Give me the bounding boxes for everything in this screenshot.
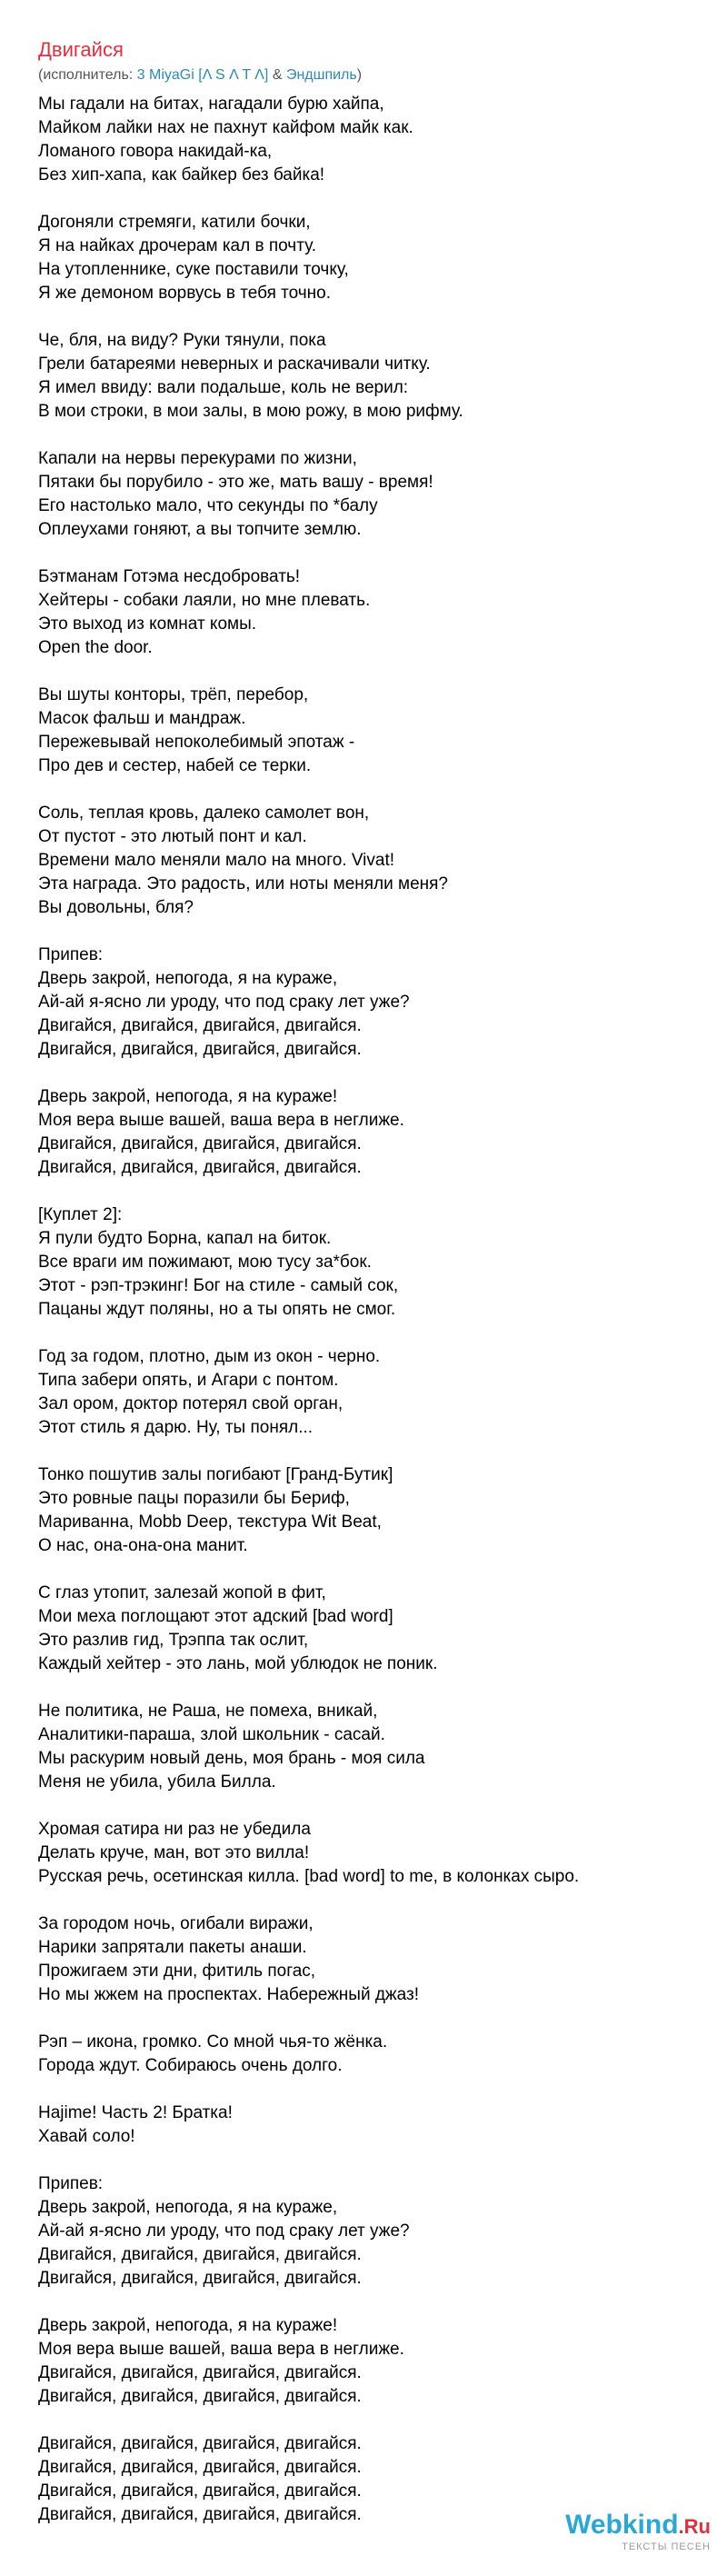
lyric-line: Этот стиль я дарю. Ну, ты понял... [38,1418,314,1437]
lyric-stanza [38,1463,711,1558]
lyric-stanza [38,329,711,424]
lyric-line: [Куплет 2]: [38,1205,123,1224]
lyric-line: От пустот - это лютый понт и кал. [38,827,307,846]
lyric-line: Его настолько мало, что секунды по *балу [38,496,378,515]
lyric-line: Двигайся, двигайся, двигайся, двигайся. [38,2505,362,2524]
lyric-line: Пацаны ждут поляны, но а ты опять не смог. [38,1300,396,1319]
lyric-stanza [38,1818,711,1889]
lyric-line: Хромая сатира ни раз не убедила [38,1820,311,1839]
lyric-line: Двигайся, двигайся, двигайся, двигайся. [38,2387,362,2406]
lyric-line: Мариванна, Mobb Deep, текстура Wit Beat, [38,1513,382,1532]
lyric-line: Двигайся, двигайся, двигайся, двигайся. [38,2363,362,2382]
lyric-line: Про дев и сестер, набей се терки. [38,756,312,775]
lyric-stanza [38,2172,711,2291]
lyric-line: Хавай соло! [38,2127,135,2146]
lyric-line: Мы гадали на битах, нагадали бурю хайпа, [38,95,384,114]
lyric-stanza [38,93,711,187]
lyric-line: Времени мало меняли мало на много. Vivat! [38,851,395,870]
lyric-line: Двигайся, двигайся, двигайся, двигайся. [38,2434,362,2453]
lyric-line: Майком лайки нах не пахнут кайфом майк как. [38,118,413,137]
lyric-line: Моя вера выше вашей, ваша вера в неглиже. [38,2340,404,2359]
lyric-stanza [38,684,711,778]
lyric-line: Мы раскурим новый день, моя брань - моя сила [38,1749,425,1768]
lyric-line: В мои строки, в мои залы, в мою рожу, в мою рифму. [38,402,463,421]
logo-tld: .Ru [678,2515,711,2538]
lyric-stanza [38,944,711,1062]
song-title: Двигайся [38,38,124,61]
lyric-line: Дверь закрой, непогода, я на кураже, [38,2198,338,2217]
lyric-line: Хейтеры - собаки лаяли, но мне плевать. [38,591,371,610]
lyric-line: Двигайся, двигайся, двигайся, двигайся. [38,2245,362,2264]
lyric-line: Hajime! Часть 2! Братка! [38,2103,233,2122]
lyric-line: Ломаного говора накидай-ка, [38,142,273,161]
lyric-line: Дверь закрой, непогода, я на кураже! [38,2316,338,2335]
lyric-line: Двигайся, двигайся, двигайся, двигайся. [38,1016,362,1035]
logo-wordmark [538,2511,711,2541]
lyric-stanza [38,1912,711,2007]
artist-link-miyagi[interactable]: 3 MiyaGi [136,67,194,83]
lyric-line: Делать круче, ман, вот это вилла! [38,1843,310,1862]
lyric-line: Я же демоном ворвусь в тебя точно. [38,284,332,303]
lyric-line: Не политика, не Раша, не помеха, вникай, [38,1702,378,1721]
performer-suffix: ) [356,67,363,83]
lyric-line: Двигайся, двигайся, двигайся, двигайся. [38,2458,362,2477]
lyric-stanza [38,1085,711,1180]
lyric-line: Типа забери опять, и Агари с понтом. [38,1371,339,1390]
lyric-line: Зал ором, доктор потерял свой орган, [38,1394,344,1413]
lyric-line: Я имел ввиду: вали подальше, коль не верил: [38,378,409,397]
lyric-line: Масок фальш и мандраж. [38,709,246,728]
lyric-stanza [38,1582,711,1676]
artist-link-endshpil[interactable]: Эндшпиль [285,67,357,83]
lyric-line: Этот - рэп-трэкинг! Бог на стиле - самый сок, [38,1276,399,1295]
site-logo[interactable] [538,2511,711,2560]
lyric-line: Припев: [38,2174,104,2193]
lyric-line: Бэтманам Готэма несдобровать! [38,567,301,586]
lyric-line: Без хип-хапа, как байкер без байка! [38,165,325,185]
lyric-line: Соль, теплая кровь, далеко самолет вон, [38,804,370,823]
lyric-line: Догоняли стремяги, катили бочки, [38,213,311,232]
lyric-stanza [38,211,711,305]
lyric-line: Тонко пошутив залы погибают [Гранд-Бутик] [38,1465,393,1484]
lyric-line: Пятаки бы порубило - это же, мать вашу - время! [38,473,433,492]
lyric-line: Грели батареями неверных и раскачивали читку. [38,354,431,374]
performer-line [38,67,362,84]
lyric-stanza [38,565,711,660]
lyric-stanza [38,2102,711,2149]
lyric-line: Прожигаем эти дни, фитиль погас, [38,1962,316,1981]
lyric-line: Двигайся, двигайся, двигайся, двигайся. [38,2481,362,2501]
lyric-line: Мои меха поглощают этот адский [bad word] [38,1607,393,1626]
lyric-line: О нас, она-она-она манит. [38,1536,248,1555]
lyric-stanza [38,2314,711,2409]
lyric-line: Пережевывай непоколебимый эпотаж - [38,733,355,752]
lyric-line: Год за годом, плотно, дым из окон - черно. [38,1347,381,1366]
lyric-line: На утопленнике, суке поставили точку, [38,260,349,279]
lyric-line: Меня не убила, убила Билла. [38,1772,276,1792]
lyric-line: Я пули будто Борна, капал на биток. [38,1229,332,1248]
logo-tagline: ТЕКСТЫ ПЕСЕН [622,2541,711,2552]
lyric-line: Эта награда. Это радость, или ноты меняли меня? [38,874,448,894]
lyric-line: Припев: [38,945,104,964]
lyric-line: Вы шуты конторы, трёп, перебор, [38,685,309,704]
lyric-line: Ай-ай я-ясно ли уроду, что под сраку лет уже? [38,993,410,1012]
performer-separator: & [268,67,286,83]
lyric-line: Вы довольны, бля? [38,898,194,917]
lyric-line: Города ждут. Собираюсь очень долго. [38,2056,343,2075]
lyric-stanza [38,1700,711,1794]
lyrics-body [38,93,711,2551]
lyric-line: Аналитики-параша, злой школьник - сасай. [38,1725,385,1744]
lyric-stanza [38,2031,711,2078]
lyric-line: Это разлив гид, Трэппа так ослит, [38,1631,309,1650]
lyric-line: Двигайся, двигайся, двигайся, двигайся. [38,1158,362,1177]
lyric-line: Оплеухами гоняют, а вы топчите землю. [38,520,362,539]
performer-prefix: (исполнитель: [38,67,137,83]
logo-brand: Webkind [565,2510,679,2540]
lyric-line: Дверь закрой, непогода, я на кураже, [38,969,338,988]
lyric-line: Нарики запрятали пакеты анаши. [38,1938,307,1957]
lyric-line: Че, бля, на виду? Руки тянули, пока [38,331,326,350]
lyric-line: Это ровные пацы поразили бы Бериф, [38,1489,350,1508]
lyric-line: Все враги им пожимают, мою тусу за*бок. [38,1253,372,1272]
lyric-line: Я на найках дрочерам кал в почту. [38,236,316,255]
lyric-line: За городом ночь, огибали виражи, [38,1914,314,1933]
lyric-line: Дверь закрой, непогода, я на кураже! [38,1087,338,1106]
lyric-line: Ай-ай я-ясно ли уроду, что под сраку лет уже? [38,2222,410,2241]
lyric-stanza [38,1203,711,1322]
lyric-line: Но мы жжем на проспектах. Набережный джаз! [38,1985,419,2004]
lyric-line: Каждый хейтер - это лань, мой ублюдок не поник. [38,1654,438,1673]
lyric-line: С глаз утопит, залезай жопой в фит, [38,1583,326,1603]
lyric-line: Капали на нервы перекурами по жизни, [38,449,357,468]
lyric-line: Моя вера выше вашей, ваша вера в неглиже. [38,1111,404,1130]
lyric-line: Русская речь, осетинская килла. [bad word] to me, в колонках сыро. [38,1867,580,1886]
lyric-line: Двигайся, двигайся, двигайся, двигайся. [38,1134,362,1153]
lyric-line: Open the door. [38,638,153,657]
lyric-stanza [38,1345,711,1440]
lyric-stanza [38,802,711,920]
lyric-line: Рэп – икона, громко. Со мной чья-то жёнка. [38,2032,388,2052]
lyric-line: Это выход из комнат комы. [38,614,257,634]
lyric-stanza [38,447,711,542]
lyric-line: Двигайся, двигайся, двигайся, двигайся. [38,1040,362,1059]
lyric-line: Двигайся, двигайся, двигайся, двигайся. [38,2269,362,2288]
artist-link-astaa[interactable]: [Λ S Λ T Λ] [198,67,269,83]
